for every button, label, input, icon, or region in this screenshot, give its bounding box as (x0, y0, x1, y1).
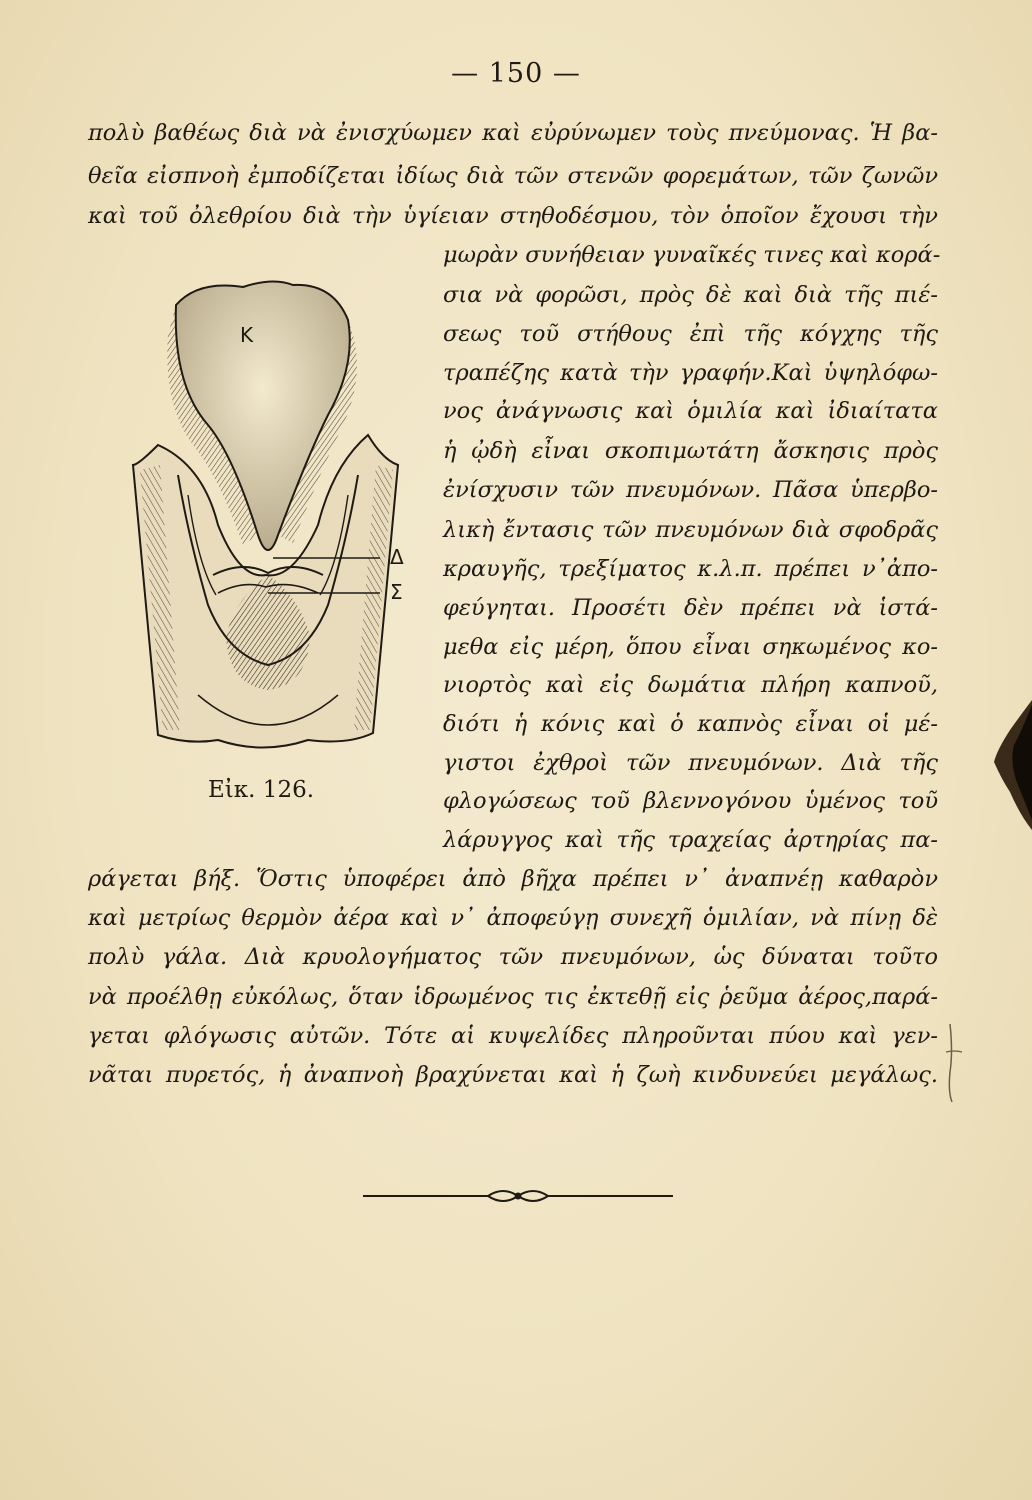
text-line: φλογώσεως τοῦ βλεννογόνου ὑμένος τοῦ (443, 788, 938, 814)
figure-caption: Εἰκ. 126. (208, 777, 315, 803)
text-line: νιορτὸς καὶ εἰς δωμάτια πλήρη καπνοῦ, (443, 672, 938, 698)
figure-label-delta: Δ (390, 545, 404, 569)
larynx-illustration (118, 275, 418, 765)
figure-label-k: K (240, 323, 254, 347)
text-line: ράγεται βήξ. Ὅστις ὑποφέρει ἀπὸ βῆχα πρέπει ν᾽ ἀναπνέῃ καθαρὸν (88, 866, 938, 892)
decorative-divider (358, 1183, 678, 1209)
text-line: γιστοι ἐχθροὶ τῶν πνευμόνων. Διὰ τῆς (443, 750, 938, 776)
text-line: ἡ ᾠδὴ εἶναι σκοπιμωτάτη ἄσκησις πρὸς (443, 438, 938, 464)
text-line: φεύγηται. Προσέτι δὲν πρέπει νὰ ἱστά- (443, 595, 938, 621)
text-line: διότι ἡ κόνις καὶ ὁ καπνὸς εἶναι οἱ μέ- (443, 711, 938, 737)
text-line: κραυγῆς, τρεξίματος κ.λ.π. πρέπει ν᾽ἀπο- (443, 556, 938, 582)
text-line: λάρυγγος καὶ τῆς τραχείας ἀρτηρίας πα- (443, 827, 938, 853)
text-line: νος ἀνάγνωσις καὶ ὁμιλία καὶ ἰδιαίτατα (443, 398, 938, 424)
text-line: σεως τοῦ στήθους ἐπὶ τῆς κόγχης τῆς (443, 321, 938, 347)
text-line: σια νὰ φορῶσι, πρὸς δὲ καὶ διὰ τῆς πιέ- (443, 282, 938, 308)
page-burn-mark (992, 700, 1032, 830)
text-line: τραπέζης κατὰ τὴν γραφήν.Καὶ ὑψηλόφω- (443, 360, 938, 386)
text-line: πολὺ βαθέως διὰ νὰ ἐνισχύωμεν καὶ εὐρύνωμεν τοὺς πνεύμονας. Ἡ βα- (88, 120, 938, 146)
text-line: νὰ προέλθῃ εὐκόλως, ὅταν ἱδρωμένος τις ἐκτεθῇ εἰς ῥεῦμα ἀέρος,παρά- (88, 984, 938, 1010)
figure-label-sigma: Σ (390, 580, 403, 604)
text-line: λικὴ ἔντασις τῶν πνευμόνων διὰ σφοδρᾶς (443, 517, 938, 543)
text-line: καὶ τοῦ ὀλεθρίου διὰ τὴν ὑγίειαν στηθοδέσμου, τὸν ὁποῖον ἔχουσι τὴν (88, 203, 938, 229)
text-line: καὶ μετρίως θερμὸν ἀέρα καὶ ν᾽ ἀποφεύγῃ συνεχῆ ὁμιλίαν, νὰ πίνῃ δὲ (88, 905, 938, 931)
text-line: πολὺ γάλα. Διὰ κρυολογήματος τῶν πνευμόνων, ὡς δύναται τοῦτο (88, 944, 938, 970)
text-line: ἐνίσχυσιν τῶν πνευμόνων. Πᾶσα ὑπερβο- (443, 477, 938, 503)
page-number: — 150 — (451, 58, 581, 89)
text-line: μωρὰν συνήθειαν γυναῖκές τινες καὶ κορά- (443, 242, 941, 268)
text-line: θεῖα εἰσπνοὴ ἐμποδίζεται ἰδίως διὰ τῶν στενῶν φορεμάτων, τῶν ζωνῶν (88, 163, 938, 189)
text-line: μεθα εἰς μέρη, ὅπου εἶναι σηκωμένος κο- (443, 634, 938, 660)
text-line: νᾶται πυρετός, ἡ ἀναπνοὴ βραχύνεται καὶ ἡ ζωὴ κινδυνεύει μεγάλως. (88, 1062, 938, 1088)
text-line: γεται φλόγωσις αὐτῶν. Τότε αἱ κυψελίδες πληροῦνται πύου καὶ γεν- (88, 1023, 938, 1049)
margin-pencil-mark (938, 1022, 968, 1104)
